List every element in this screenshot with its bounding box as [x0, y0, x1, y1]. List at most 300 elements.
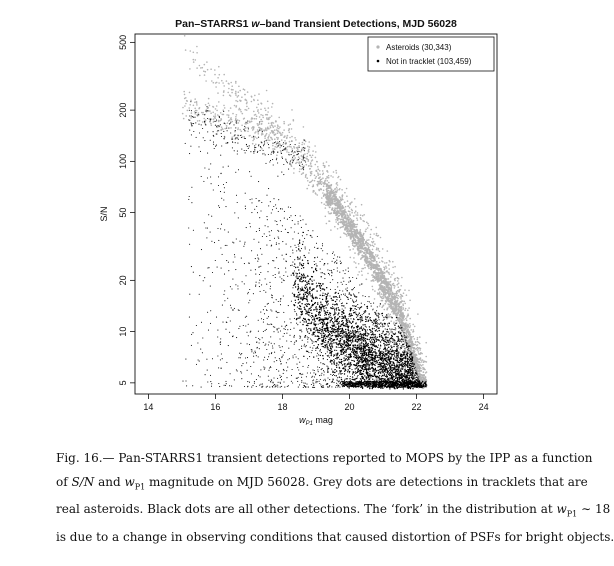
asteroid-point [236, 105, 238, 107]
non-tracklet-point [333, 382, 334, 383]
asteroid-point [239, 108, 241, 110]
asteroid-point [381, 260, 383, 262]
non-tracklet-point [409, 359, 410, 360]
asteroid-point [260, 109, 262, 111]
asteroid-point [228, 83, 230, 85]
asteroid-point [230, 107, 232, 109]
non-tracklet-point [400, 327, 401, 328]
asteroid-point [368, 239, 370, 241]
non-tracklet-point [266, 245, 267, 246]
non-tracklet-point [240, 354, 241, 355]
non-tracklet-point [199, 275, 200, 276]
asteroid-point [270, 132, 272, 134]
non-tracklet-point [335, 261, 336, 262]
asteroid-point [387, 284, 389, 286]
asteroid-point [221, 80, 223, 82]
non-tracklet-point [383, 317, 384, 318]
asteroid-point [392, 261, 394, 263]
non-tracklet-point [284, 321, 285, 322]
non-tracklet-point [285, 271, 286, 272]
non-tracklet-point [297, 307, 298, 308]
non-tracklet-point [358, 314, 359, 315]
asteroid-point [317, 181, 319, 183]
non-tracklet-point [282, 346, 283, 347]
asteroid-point [363, 221, 365, 223]
asteroid-point [414, 344, 416, 346]
non-tracklet-point [370, 317, 371, 318]
non-tracklet-point [304, 345, 305, 346]
asteroid-point [322, 177, 324, 179]
non-tracklet-point [276, 257, 277, 258]
non-tracklet-point [272, 297, 273, 298]
non-tracklet-point [224, 385, 225, 386]
non-tracklet-point [350, 363, 351, 364]
non-tracklet-point [341, 303, 342, 304]
non-tracklet-point [313, 372, 314, 373]
non-tracklet-point [348, 362, 349, 363]
non-tracklet-point [341, 294, 342, 295]
asteroid-point [238, 86, 240, 88]
asteroid-point [397, 280, 399, 282]
asteroid-point [328, 211, 330, 213]
asteroid-point [215, 115, 217, 117]
non-tracklet-point [284, 387, 285, 388]
asteroid-point [194, 98, 196, 100]
non-tracklet-point [333, 356, 334, 357]
non-tracklet-point [339, 387, 340, 388]
non-tracklet-point [317, 366, 318, 367]
non-tracklet-point [350, 376, 351, 377]
non-tracklet-point [340, 382, 341, 383]
non-tracklet-point [363, 313, 364, 314]
non-tracklet-point [402, 339, 403, 340]
non-tracklet-point [365, 296, 366, 297]
non-tracklet-point [352, 300, 353, 301]
non-tracklet-point [308, 352, 309, 353]
non-tracklet-point [335, 342, 336, 343]
asteroid-point [324, 183, 326, 185]
asteroid-point [278, 128, 280, 130]
asteroid-point [196, 104, 198, 106]
asteroid-point [190, 100, 192, 102]
non-tracklet-point [319, 317, 320, 318]
asteroid-point [417, 337, 419, 339]
asteroid-point [404, 303, 406, 305]
asteroid-point [235, 100, 237, 102]
non-tracklet-point [319, 298, 320, 299]
non-tracklet-point [210, 163, 211, 164]
asteroid-point [190, 117, 192, 119]
non-tracklet-point [191, 266, 192, 267]
non-tracklet-point [279, 271, 280, 272]
asteroid-point [357, 224, 359, 226]
non-tracklet-point [210, 176, 211, 177]
non-tracklet-point [210, 375, 211, 376]
non-tracklet-point [401, 327, 402, 328]
asteroid-point [205, 119, 207, 121]
asteroid-point [207, 107, 209, 109]
asteroid-point [319, 174, 321, 176]
non-tracklet-point [320, 261, 321, 262]
non-tracklet-point [295, 273, 296, 274]
non-tracklet-point [377, 306, 378, 307]
non-tracklet-point [278, 231, 279, 232]
non-tracklet-point [290, 256, 291, 257]
non-tracklet-point [386, 338, 387, 339]
non-tracklet-point [294, 259, 295, 260]
non-tracklet-point [390, 329, 391, 330]
asteroid-point [398, 295, 400, 297]
asteroid-point [343, 223, 345, 225]
asteroid-point [254, 136, 256, 138]
asteroid-point [408, 307, 410, 309]
non-tracklet-point [405, 340, 406, 341]
non-tracklet-point [358, 292, 359, 293]
non-tracklet-point [300, 257, 301, 258]
asteroid-point [231, 136, 233, 138]
non-tracklet-point [349, 294, 350, 295]
asteroid-point [306, 177, 308, 179]
asteroid-point [251, 101, 253, 103]
asteroid-point [224, 128, 226, 130]
asteroid-point [349, 204, 351, 206]
non-tracklet-point [366, 319, 367, 320]
asteroid-point [394, 280, 396, 282]
asteroid-point [277, 132, 279, 134]
non-tracklet-point [361, 319, 362, 320]
non-tracklet-point [249, 289, 250, 290]
asteroid-point [392, 267, 394, 269]
non-tracklet-point [292, 238, 293, 239]
asteroid-point [207, 69, 209, 71]
non-tracklet-point [346, 358, 347, 359]
non-tracklet-point [362, 314, 363, 315]
non-tracklet-point [253, 356, 254, 357]
non-tracklet-point [248, 335, 249, 336]
asteroid-point [411, 344, 413, 346]
asteroid-point [234, 105, 236, 107]
asteroid-point [384, 292, 386, 294]
asteroid-point [342, 194, 344, 196]
non-tracklet-point [255, 269, 256, 270]
asteroid-point [254, 95, 256, 97]
asteroid-point [378, 289, 380, 291]
asteroid-point [223, 105, 225, 107]
non-tracklet-point [226, 362, 227, 363]
non-tracklet-point [256, 347, 257, 348]
non-tracklet-point [328, 273, 329, 274]
asteroid-point [265, 114, 267, 116]
asteroid-point [289, 141, 291, 143]
non-tracklet-point [415, 370, 416, 371]
asteroid-point [386, 267, 388, 269]
non-tracklet-point [327, 359, 328, 360]
non-tracklet-point [273, 331, 274, 332]
non-tracklet-point [286, 261, 287, 262]
non-tracklet-point [210, 286, 211, 287]
asteroid-point [302, 149, 304, 151]
asteroid-point [211, 80, 213, 82]
asteroid-point [397, 277, 399, 279]
asteroid-point [384, 262, 386, 264]
asteroid-point [381, 300, 383, 302]
non-tracklet-point [314, 387, 315, 388]
asteroid-point [287, 146, 289, 148]
asteroid-point [248, 146, 250, 148]
asteroid-point [366, 279, 368, 281]
asteroid-point [393, 322, 395, 324]
asteroid-point [248, 108, 250, 110]
asteroid-point [334, 207, 336, 209]
asteroid-point [350, 257, 352, 259]
asteroid-point [199, 120, 201, 122]
non-tracklet-point [286, 377, 287, 378]
asteroid-point [341, 189, 343, 191]
non-tracklet-point [324, 371, 325, 372]
asteroid-point [215, 86, 217, 88]
non-tracklet-point [306, 322, 307, 323]
non-tracklet-point [243, 325, 244, 326]
non-tracklet-point [306, 234, 307, 235]
non-tracklet-point [316, 379, 317, 380]
non-tracklet-point [303, 382, 304, 383]
asteroid-point [261, 103, 263, 105]
chart-title: Pan–STARRS1 w–band Transient Detections, MJD 56028 [175, 18, 457, 30]
non-tracklet-point [277, 386, 278, 387]
asteroid-point [266, 118, 268, 120]
non-tracklet-point [405, 372, 406, 373]
asteroid-point [346, 221, 348, 223]
asteroid-point [394, 298, 396, 300]
asteroid-point [254, 132, 256, 134]
non-tracklet-point [370, 303, 371, 304]
asteroid-point [417, 366, 419, 368]
asteroid-point [252, 140, 254, 142]
asteroid-point [410, 347, 412, 349]
asteroid-point [376, 249, 378, 251]
non-tracklet-point [320, 379, 321, 380]
non-tracklet-point [259, 217, 260, 218]
asteroid-point [384, 309, 386, 311]
non-tracklet-point [228, 166, 229, 167]
asteroid-point [396, 300, 398, 302]
asteroid-point [381, 281, 383, 283]
asteroid-point [212, 112, 214, 114]
asteroid-point [384, 296, 386, 298]
asteroid-point [291, 109, 293, 111]
non-tracklet-point [266, 329, 267, 330]
asteroid-point [365, 254, 367, 256]
asteroid-point [369, 255, 371, 257]
non-tracklet-point [320, 290, 321, 291]
asteroid-point [303, 154, 305, 156]
asteroid-point [196, 52, 198, 54]
non-tracklet-point [270, 336, 271, 337]
non-tracklet-point [380, 322, 381, 323]
asteroid-point [319, 181, 321, 183]
non-tracklet-point [298, 387, 299, 388]
asteroid-point [367, 223, 369, 225]
non-tracklet-point [220, 338, 221, 339]
non-tracklet-point [273, 326, 274, 327]
non-tracklet-point [337, 377, 338, 378]
non-tracklet-point [361, 316, 362, 317]
asteroid-point [306, 188, 308, 190]
asteroid-point [384, 288, 386, 290]
non-tracklet-point [377, 315, 378, 316]
non-tracklet-point [280, 301, 281, 302]
asteroid-point [347, 216, 349, 218]
non-tracklet-point [292, 250, 293, 251]
non-tracklet-point [312, 376, 313, 377]
non-tracklet-point [286, 333, 287, 334]
asteroid-point [325, 178, 327, 180]
non-tracklet-point [417, 374, 418, 375]
non-tracklet-point [382, 332, 383, 333]
asteroid-point [399, 296, 401, 298]
non-tracklet-point [294, 318, 295, 319]
non-tracklet-point [266, 284, 267, 285]
non-tracklet-point [246, 332, 247, 333]
non-tracklet-point [269, 367, 270, 368]
non-tracklet-point [250, 226, 251, 227]
non-tracklet-point [245, 193, 246, 194]
non-tracklet-point [282, 208, 283, 209]
non-tracklet-point [318, 371, 319, 372]
non-tracklet-point [344, 273, 345, 274]
non-tracklet-point [395, 333, 396, 334]
asteroid-point [260, 129, 262, 131]
asteroid-point [388, 268, 390, 270]
asteroid-point [337, 204, 339, 206]
non-tracklet-point [289, 335, 290, 336]
non-tracklet-point [269, 342, 270, 343]
non-tracklet-point [347, 376, 348, 377]
non-tracklet-point [341, 377, 342, 378]
non-tracklet-point [228, 270, 229, 271]
non-tracklet-point [224, 290, 225, 291]
asteroid-point [417, 363, 419, 365]
asteroid-point [353, 215, 355, 217]
asteroid-point [388, 272, 390, 274]
asteroid-point [293, 168, 295, 170]
non-tracklet-point [239, 326, 240, 327]
non-tracklet-point [349, 347, 350, 348]
non-tracklet-point [362, 320, 363, 321]
non-tracklet-point [380, 303, 381, 304]
asteroid-point [209, 105, 211, 107]
non-tracklet-point [306, 328, 307, 329]
non-tracklet-point [203, 181, 204, 182]
non-tracklet-point [269, 387, 270, 388]
non-tracklet-point [316, 287, 317, 288]
non-tracklet-point [185, 359, 186, 360]
non-tracklet-point [317, 302, 318, 303]
non-tracklet-point [258, 320, 259, 321]
non-tracklet-point [379, 328, 380, 329]
asteroid-point [239, 120, 241, 122]
non-tracklet-point [360, 327, 361, 328]
non-tracklet-point [240, 357, 241, 358]
asteroid-point [216, 82, 218, 84]
non-tracklet-point [191, 334, 192, 335]
non-tracklet-point [308, 365, 309, 366]
asteroid-point [308, 141, 310, 143]
asteroid-point [291, 128, 293, 130]
non-tracklet-point [296, 356, 297, 357]
non-tracklet-point [255, 352, 256, 353]
non-tracklet-point [301, 330, 302, 331]
non-tracklet-point [339, 372, 340, 373]
non-tracklet-point [415, 380, 416, 381]
asteroid-point [266, 90, 268, 92]
asteroid-point [350, 224, 352, 226]
asteroid-point [231, 92, 233, 94]
asteroid-point [369, 264, 371, 266]
non-tracklet-point [387, 348, 388, 349]
non-tracklet-point [380, 326, 381, 327]
asteroid-point [209, 110, 211, 112]
asteroid-point [272, 130, 274, 132]
non-tracklet-point [309, 249, 310, 250]
asteroid-point [223, 95, 225, 97]
non-tracklet-point [321, 248, 322, 249]
non-tracklet-point [356, 355, 357, 356]
non-tracklet-point [307, 367, 308, 368]
asteroid-point [203, 70, 205, 72]
non-tracklet-point [299, 318, 300, 319]
non-tracklet-point [281, 357, 282, 358]
non-tracklet-point [325, 342, 326, 343]
non-tracklet-point [283, 312, 284, 313]
asteroid-point [203, 118, 205, 120]
non-tracklet-point [269, 353, 270, 354]
non-tracklet-point [418, 378, 419, 379]
asteroid-point [300, 166, 302, 168]
asteroid-point [264, 130, 266, 132]
non-tracklet-point [384, 358, 385, 359]
asteroid-point [389, 293, 391, 295]
non-tracklet-point [314, 376, 315, 377]
non-tracklet-point [225, 381, 226, 382]
non-tracklet-point [302, 219, 303, 220]
non-tracklet-point [211, 241, 212, 242]
non-tracklet-point [322, 272, 323, 273]
asteroid-point [259, 116, 261, 118]
non-tracklet-point [256, 386, 257, 387]
non-tracklet-point [355, 312, 356, 313]
non-tracklet-point [359, 284, 360, 285]
non-tracklet-point [204, 222, 205, 223]
asteroid-point [268, 123, 270, 125]
asteroid-point [346, 235, 348, 237]
asteroid-point [235, 116, 237, 118]
asteroid-point [277, 126, 279, 128]
asteroid-point [307, 153, 309, 155]
non-tracklet-point [336, 260, 337, 261]
asteroid-point [256, 107, 258, 109]
asteroid-point [308, 149, 310, 151]
asteroid-point [305, 176, 307, 178]
asteroid-point [217, 77, 219, 79]
asteroid-point [287, 135, 289, 137]
non-tracklet-point [376, 321, 377, 322]
asteroid-point [249, 135, 251, 137]
asteroid-point [276, 129, 278, 131]
asteroid-point [375, 227, 377, 229]
non-tracklet-point [190, 146, 191, 147]
asteroid-point [352, 239, 354, 241]
